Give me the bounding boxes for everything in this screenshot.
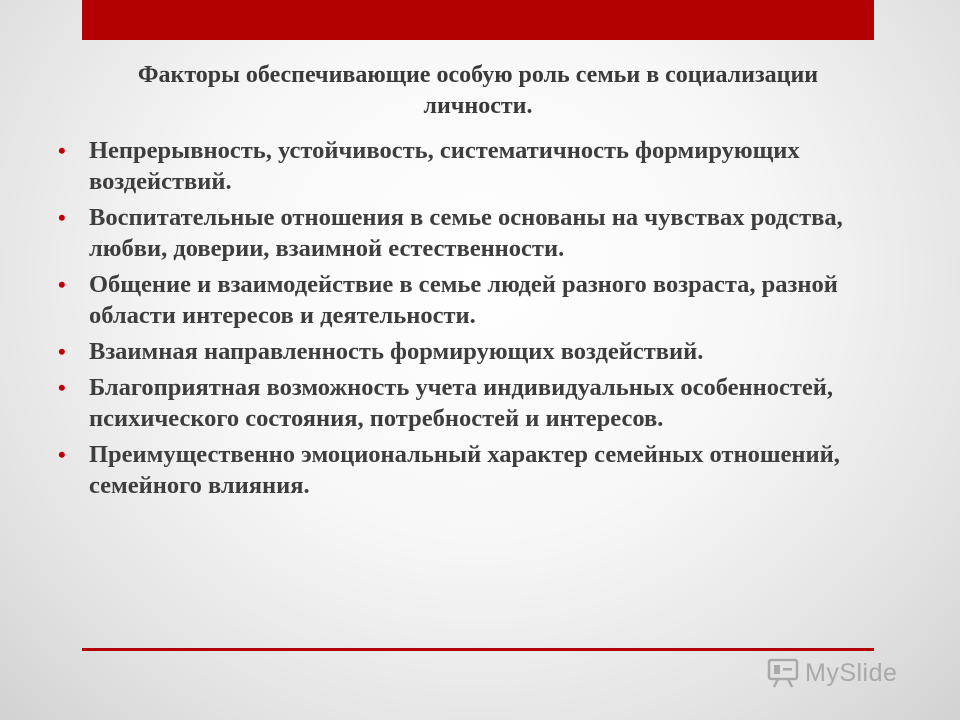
list-item: [58, 269, 908, 331]
watermark-logo: [766, 654, 897, 692]
list-item: [58, 439, 908, 501]
top-accent-bar: [82, 0, 874, 40]
bullet-text: Взаимная направленность формирующих воздействий.: [89, 338, 704, 365]
watermark-text: MySlide: [805, 658, 898, 687]
list-item: [58, 372, 908, 434]
list-item: [58, 336, 908, 367]
bullet-text: Непрерывность, устойчивость, систематичность формирующих воздействий.: [89, 137, 800, 195]
bullet-dot: •: [58, 375, 66, 400]
bullet-dot: •: [58, 138, 66, 163]
bullet-text: Общение и взаимодействие в семье людей разного возраста, разной области интересов и деятельности.: [89, 271, 838, 329]
presentation-board-icon: [766, 656, 800, 690]
bullet-text: Преимущественно эмоциональный характер семейных отношений, семейного влияния.: [89, 441, 840, 499]
slide-title: Факторы обеспечивающие особую роль семьи в социализации личности.: [137, 62, 819, 119]
bottom-divider: [82, 648, 874, 651]
bullet-dot: •: [58, 339, 66, 364]
bullet-dot: •: [58, 442, 66, 467]
bullet-text: Благоприятная возможность учета индивидуальных особенностей, психического состояния, потребностей и интересов.: [89, 374, 833, 432]
list-item: [58, 202, 908, 264]
bullet-list: [58, 135, 908, 506]
bullet-dot: •: [58, 205, 66, 230]
list-item: [58, 135, 908, 197]
bullet-dot: •: [58, 272, 66, 297]
bullet-text: Воспитательные отношения в семье основаны на чувствах родства, любви, доверии, взаимной естественности.: [89, 204, 843, 262]
